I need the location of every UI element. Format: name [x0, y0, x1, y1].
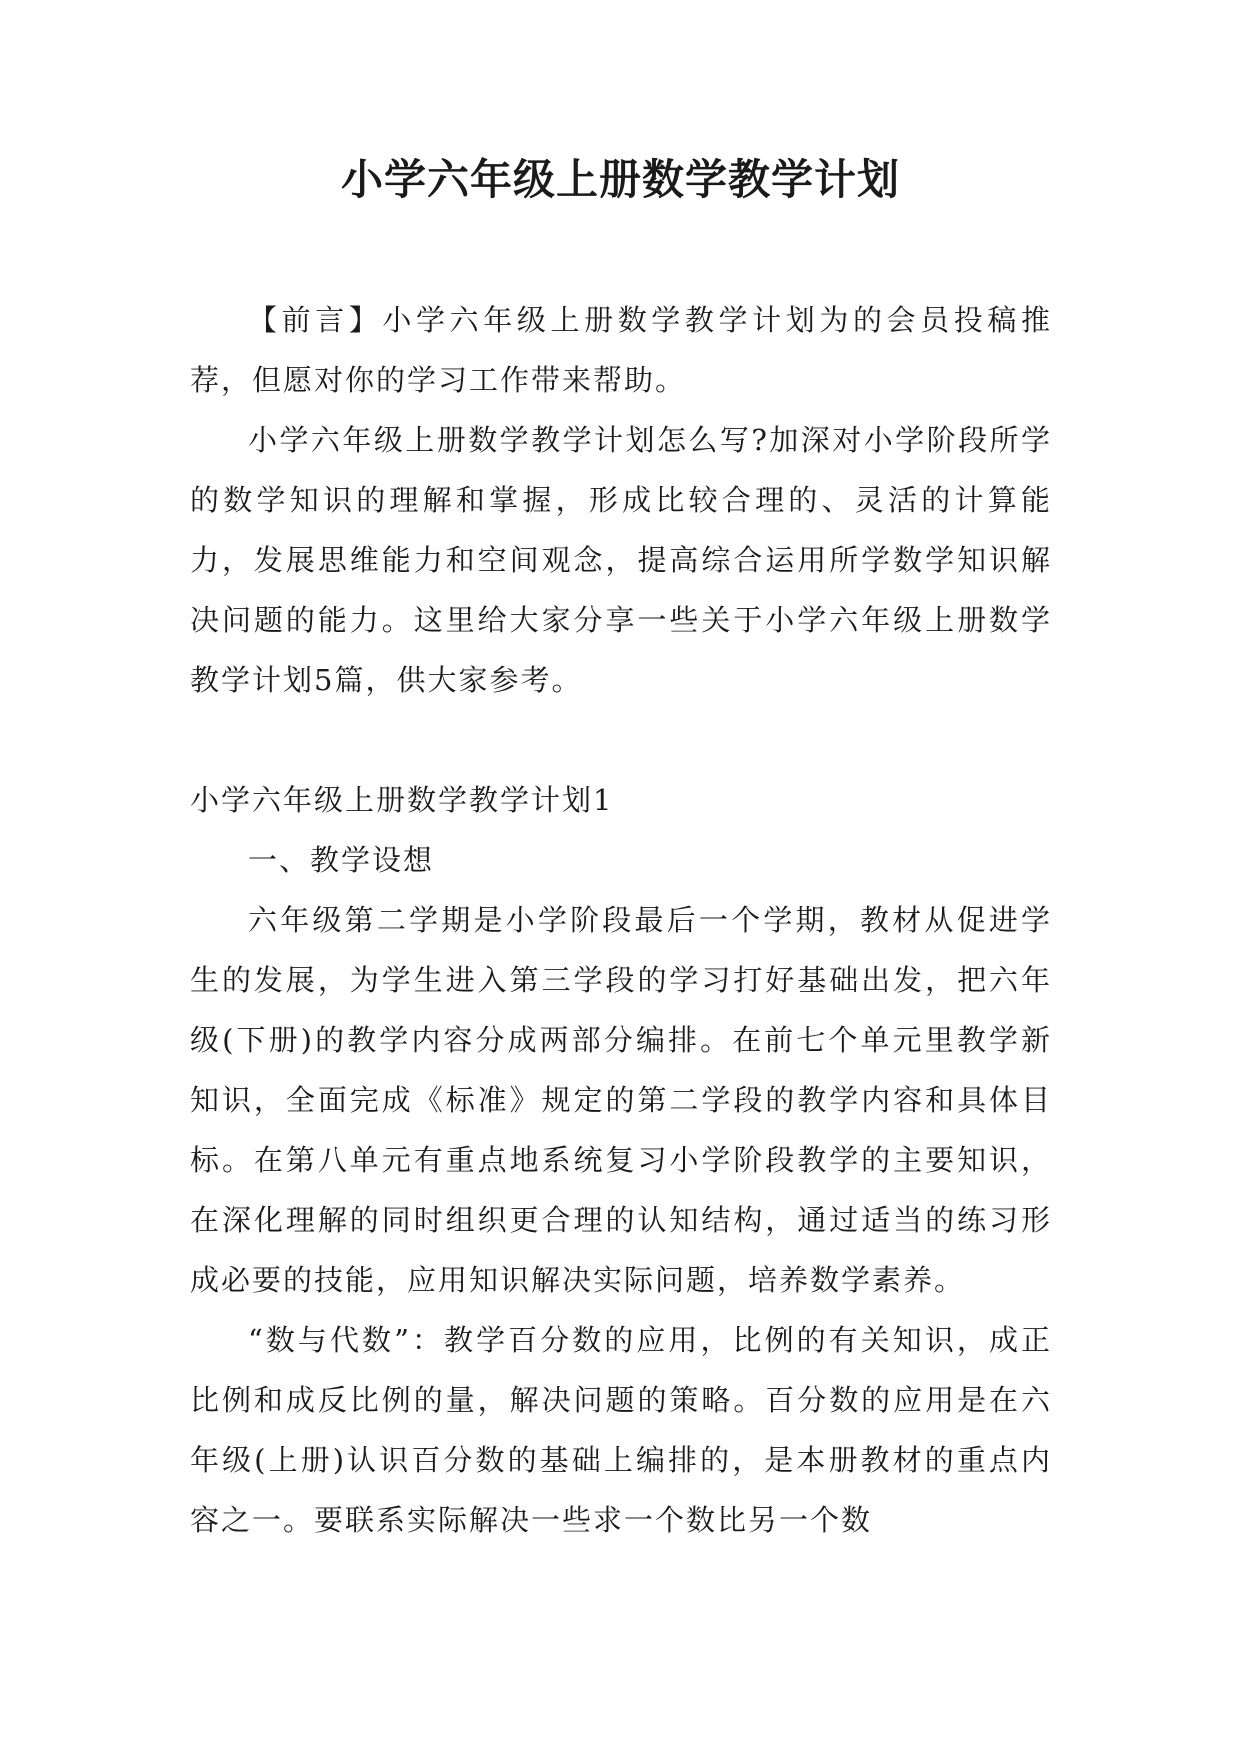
- intro-paragraph: 小学六年级上册数学教学计划怎么写?加深对小学阶段所学的数学知识的理解和掌握，形成比较合理的、灵活的计算能力，发展思维能力和空间观念，提高综合运用所学数学知识解决问题的能力。这里给大家分享一些关于小学六年级上册数学教学计划5篇，供大家参考。: [190, 423, 1052, 697]
- body-paragraph: “数与代数”：教学百分数的应用，比例的有关知识，成正比例和成反比例的量，解决问题的策略。百分数的应用是在六年级(上册)认识百分数的基础上编排的，是本册教材的重点内容之一。要联系实际解决一些求一个数比另一个数: [190, 1323, 1052, 1537]
- section-heading: 小学六年级上册数学教学计划1: [190, 783, 614, 817]
- preface-paragraph: 【前言】小学六年级上册数学教学计划为的会员投稿推荐，但愿对你的学习工作带来帮助。: [190, 303, 1052, 397]
- subsection-heading: 一、教学设想: [248, 843, 435, 877]
- document-title: 小学六年级上册数学教学计划: [340, 155, 900, 204]
- document-body: [190, 290, 1052, 1550]
- body-paragraph: 六年级第二学期是小学阶段最后一个学期，教材从促进学生的发展，为学生进入第三学段的学习打好基础出发，把六年级(下册)的教学内容分成两部分编排。在前七个单元里教学新知识，全面完成《标准》规定的第二学段的教学内容和具体目标。在第八单元有重点地系统复习小学阶段教学的主要知识，在深化理解的同时组织更合理的认知结构，通过适当的练习形成必要的技能，应用知识解决实际问题，培养数学素养。: [190, 903, 1052, 1297]
